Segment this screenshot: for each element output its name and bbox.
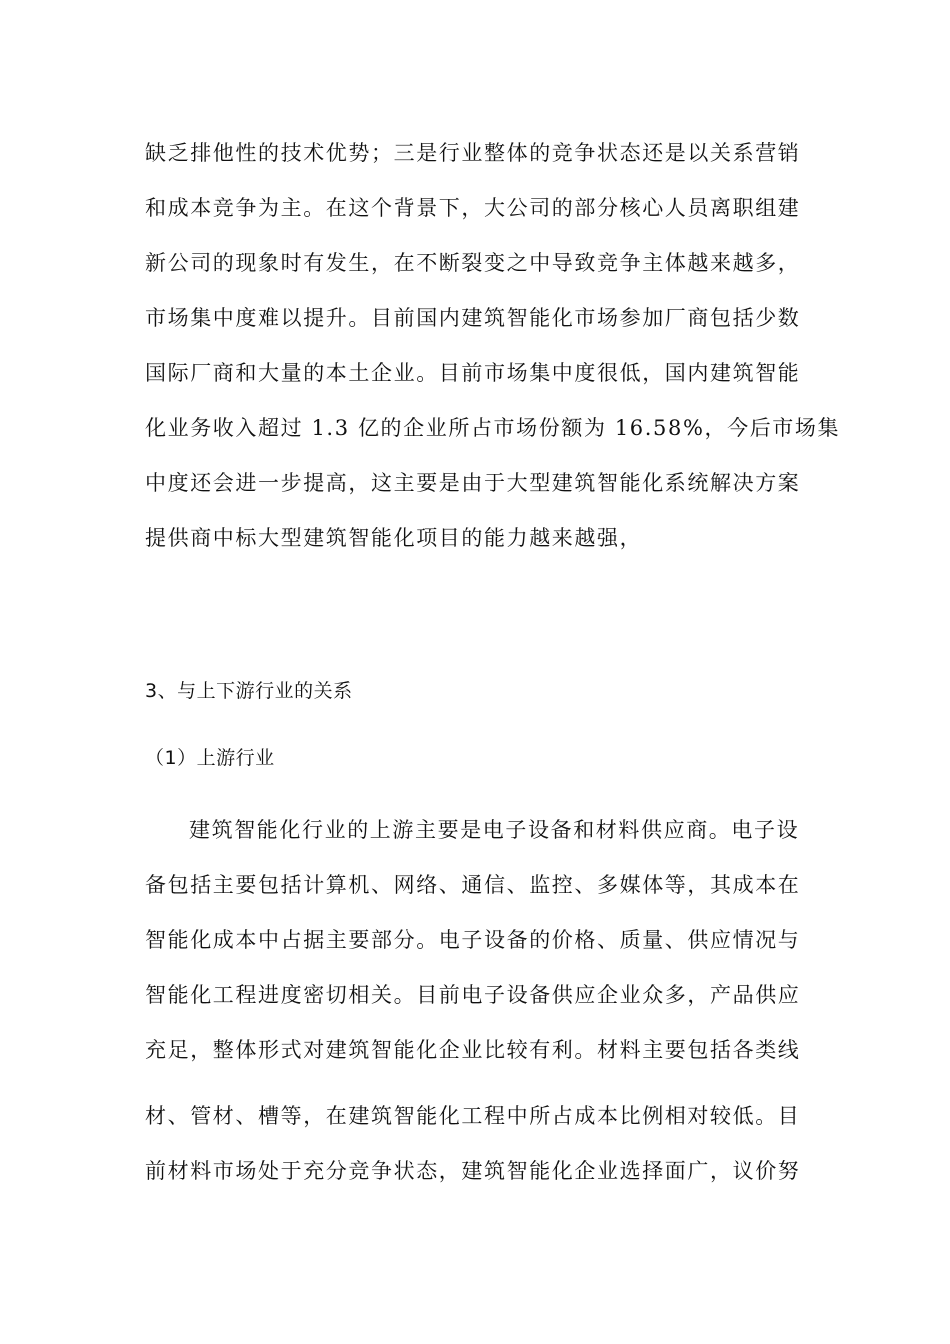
text-line: 市场集中度难以提升。目前国内建筑智能化市场参加厂商包括少数 <box>145 306 801 330</box>
text-line: 化业务收入超过 1.3 亿的企业所占市场份额为 16.58%，今后市场集 <box>145 416 841 440</box>
section-heading: 3、与上下游行业的关系 <box>145 680 353 702</box>
text-line: 充足，整体形式对建筑智能化企业比较有利。材料主要包括各类线 <box>145 1038 801 1062</box>
text-line: 提供商中标大型建筑智能化项目的能力越来越强， <box>145 526 643 550</box>
subsection-heading: （1）上游行业 <box>145 747 275 769</box>
text-line: 中度还会进一步提高，这主要是由于大型建筑智能化系统解决方案 <box>145 471 801 495</box>
text-line: 智能化成本中占据主要部分。电子设备的价格、质量、供应情况与 <box>145 928 801 952</box>
text-line: 建筑智能化行业的上游主要是电子设备和材料供应商。电子设 <box>189 818 800 842</box>
text-line: 国际厂商和大量的本土企业。目前市场集中度很低，国内建筑智能 <box>145 361 801 385</box>
text-line: 材、管材、槽等，在建筑智能化工程中所占成本比例相对较低。目 <box>145 1104 801 1128</box>
text-line: 新公司的现象时有发生，在不断裂变之中导致竞争主体越来越多， <box>145 251 801 275</box>
text-line: 缺乏排他性的技术优势；三是行业整体的竞争状态还是以关系营销 <box>145 141 801 165</box>
text-line: 前材料市场处于充分竞争状态，建筑智能化企业选择面广，议价努 <box>145 1159 801 1183</box>
text-line: 备包括主要包括计算机、网络、通信、监控、多媒体等，其成本在 <box>145 873 801 897</box>
text-line: 智能化工程进度密切相关。目前电子设备供应企业众多，产品供应 <box>145 983 801 1007</box>
text-line: 和成本竞争为主。在这个背景下，大公司的部分核心人员离职组建 <box>145 196 801 220</box>
